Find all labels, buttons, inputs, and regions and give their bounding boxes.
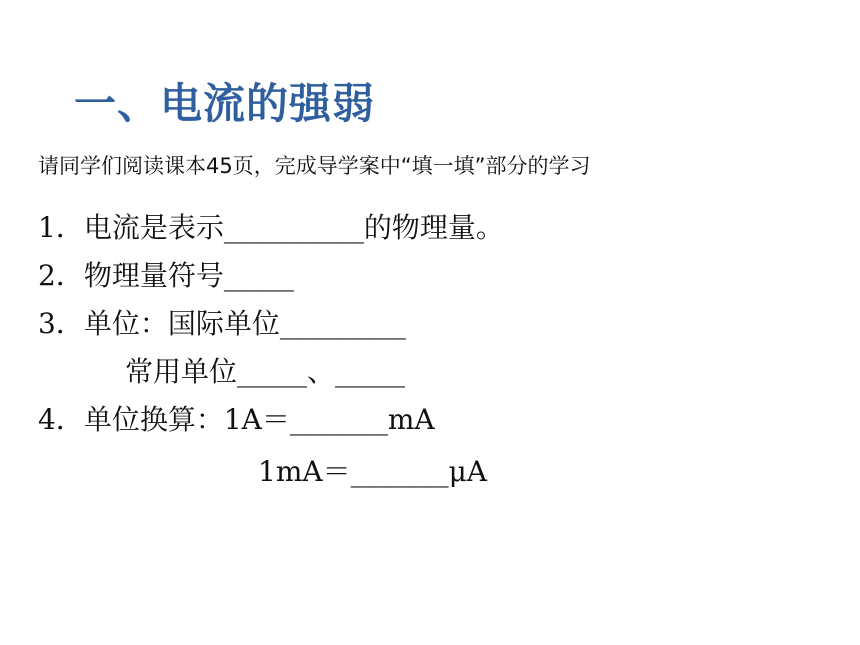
reading-instruction: 请同学们阅读课本45页，完成导学案中“填一填”部分的学习: [38, 154, 591, 178]
question-3-common-units: 常用单位_____、_____: [125, 355, 406, 388]
question-1-current-meaning: 1．电流是表示__________的物理量。: [38, 211, 504, 244]
question-3-si-unit: 3．单位：国际单位_________: [38, 307, 406, 340]
slide-title: 一、电流的强弱: [74, 79, 376, 128]
question-4-a-to-ma: 4．单位换算：1A＝_______mA: [38, 403, 435, 436]
question-2-symbol: 2．物理量符号_____: [38, 259, 294, 292]
question-4-ma-to-ua: 1mA＝_______μA: [258, 455, 488, 488]
